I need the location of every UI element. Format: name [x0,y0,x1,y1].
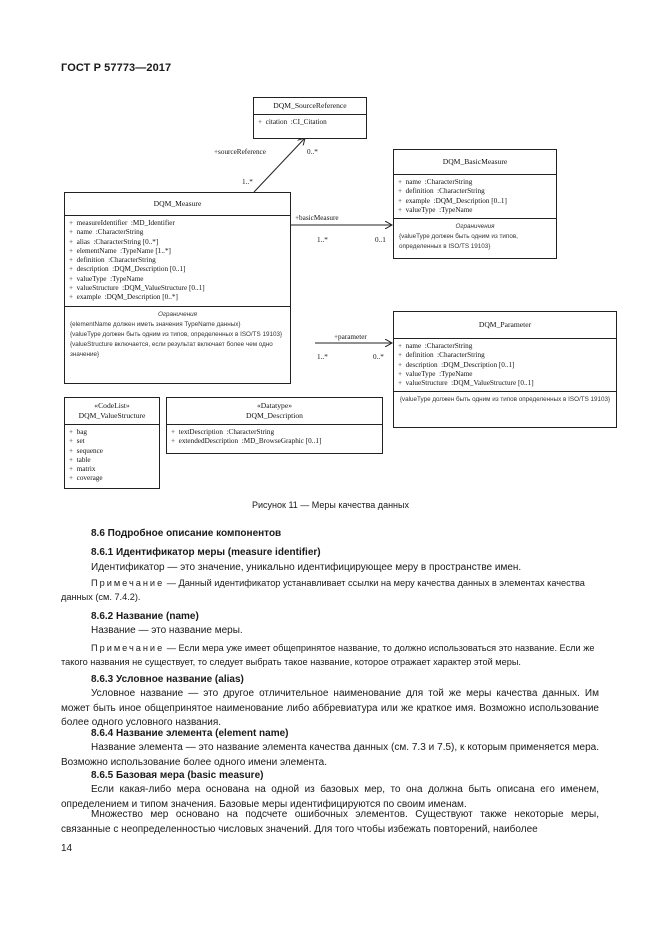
class-attributes: + bag + set + sequence + table + matrix + coverage [69,428,103,483]
class-attributes: + measureIdentifier :MD_Identifier + name :CharacterString + alias :CharacterString [0..*] + elementName :TypeName [1..*] + definition :CharacterString + description :DQM_Description [0..1] + valueType :TypeName + valueStructure :DQM_ValueStructure [0..1] + example :DQM_Description [0..*] [69,219,205,302]
class-attributes: + textDescription :CharacterString + extendedDescription :MD_BrowseGraphic [0..1] [171,428,322,446]
subsection-heading: 8.6.4 Название элемента (element name) [91,728,289,739]
class-name: DQM_Description [246,411,303,420]
class-constraints [394,391,616,409]
multiplicity-label: 0..* [373,353,384,361]
class-name: DQM_ValueStructure [78,411,146,420]
constraint-text: {valueType должен быть одним из типов, определенных в ISO/TS 19103} [399,233,518,251]
note-text: — Данный идентификатор устанавливает ссылки на меру качества данных в элементах качества данных (см. 7.4.2). [61,578,585,602]
subsection-heading: 8.6.3 Условное название (alias) [91,674,244,685]
class-attributes: + name :CharacterString + definition :CharacterString + description :DQM_Description [0..1] + valueType :TypeName + valueStructure :DQM_ValueStructure [0..1] [398,342,534,388]
class-title: DQM_Measure [65,193,290,216]
class-constraints [65,306,290,364]
class-title: DQM_Parameter [394,312,616,339]
paragraph: Название элемента — это название элемента качества данных (см. 7.3 и 7.5), к которым применяется мера. Возможно использование более одного имени элемента. [61,742,599,768]
class-title [167,398,382,425]
multiplicity-label: 0..* [307,148,318,156]
note-label: Примечание [91,643,165,653]
multiplicity-label: 1..* [242,178,253,186]
class-attributes: + name :CharacterString + definition :CharacterString + example :DQM_Description [0..1] + valueType :TypeName [398,178,507,214]
constraints-heading: Ограничения [157,310,198,318]
role-label: +parameter [334,333,367,341]
figure-caption: Рисунок 11 — Меры качества данных [252,500,409,510]
subsection-heading: 8.6.2 Название (name) [91,611,199,622]
constraint-text: {valueType должен быть одним из типов определенных в ISO/TS 19103} [399,396,611,404]
paragraph: Если какая-либо мера основана на одной из базовых мер, то она должна быть описана его именем, определением и типом значения. Базовые меры идентифицируются по своим именам. [61,784,599,810]
class-source-reference [253,97,367,139]
class-stereotype: «CodeList» [94,401,130,410]
role-label: +sourceReference [214,148,266,156]
class-basic-measure [393,149,557,259]
document-header: ГОСТ Р 57773—2017 [61,62,172,74]
class-attributes: + citation :CI_Citation [258,118,327,126]
class-value-structure [64,397,160,489]
class-measure [64,192,291,384]
paragraph: Множество мер основано на подсчете ошибочных элементов. Существуют также некоторые меры, связанные с неопределенностью числовых значений. Для того чтобы избежать повторений, наиболее [61,809,599,835]
source-reference-association [254,138,305,192]
paragraph: Условное название — это другое отличительное наименование для той же меры качества данных. Им может быть иное общепринятое наименование либо аббревиатура или же краткое имя. Возможно использование более одного условного названия. [61,688,599,729]
multiplicity-label: 1..* [317,236,328,244]
class-description [166,397,383,454]
note-text: — Если мера уже имеет общепринятое название, то должно использоваться это название. Если же такого названия не существует, то следует выбрать такое название, которое отражает характер этой меры. [61,643,595,667]
constraints-heading: Ограничения [455,223,495,231]
multiplicity-label: 1..* [317,353,328,361]
subsection-heading: 8.6.5 Базовая мера (basic measure) [91,770,264,781]
note-label: Примечание [91,578,165,588]
constraint-text: {valueType должен быть одним из типов, определенных в ISO/TS 19103} [70,330,283,338]
role-label: +basicMeasure [295,214,339,222]
class-stereotype: «Datatype» [256,401,292,410]
paragraph: Название — это название меры. [91,625,243,636]
constraint-text: {elementName должен иметь значения TypeName данных} [70,320,241,328]
paragraph: Идентификатор — это значение, уникально идентифицирующее меру в пространстве имен. [91,562,522,573]
class-parameter [393,311,617,428]
constraint-text: {valueStructure включается, если результат включает более чем одно значение} [70,340,273,358]
note [61,577,599,604]
section-heading: 8.6 Подробное описание компонентов [91,528,282,539]
class-constraints [394,218,556,256]
class-title: DQM_BasicMeasure [394,150,556,175]
note [61,642,599,669]
multiplicity-label: 0..1 [375,236,386,244]
class-title [65,398,159,425]
page-number: 14 [61,843,73,854]
subsection-heading: 8.6.1 Идентификатор меры (measure identifier) [91,547,321,558]
class-title: DQM_SourceReference [254,98,366,115]
